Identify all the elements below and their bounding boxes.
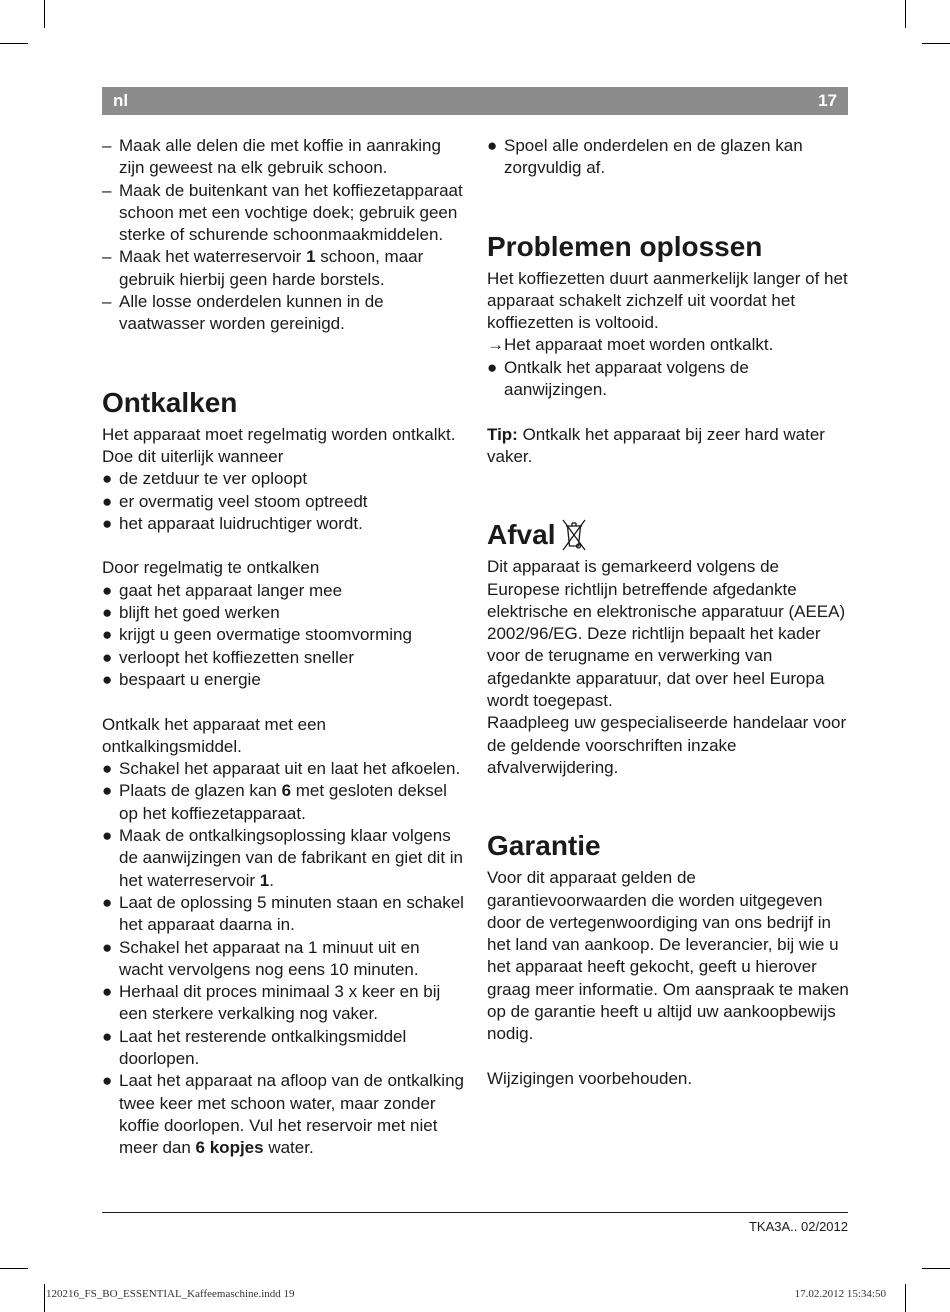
bullet-marker: –	[102, 292, 112, 312]
arrow-right-icon: →	[487, 335, 504, 355]
item-text: het apparaat luidruchtiger wordt.	[119, 513, 363, 533]
list-item	[102, 981, 464, 1026]
bullet-marker: ●	[102, 669, 113, 689]
bullet-marker: ●	[102, 1071, 113, 1091]
bullet-marker: ●	[102, 892, 113, 912]
problems-text: Het koffiezetten duurt aanmerkelijk langer of het apparaat schakelt zichzelf uit voordat het koffiezetten is voltooid.	[487, 268, 848, 333]
bullet-marker: ●	[102, 603, 113, 623]
bullet-marker: ●	[102, 513, 113, 533]
print-slug-file: 120216_FS_BO_ESSENTIAL_Kaffeemaschine.indd 19	[46, 1288, 295, 1300]
print-slug-date: 17.02.2012 15:34:50	[794, 1288, 886, 1300]
bullet-marker: ●	[102, 826, 113, 846]
rinse-list	[487, 135, 849, 180]
crop-mark	[0, 43, 28, 44]
tip-text: Ontkalk het apparaat bij zeer hard water vaker.	[487, 424, 825, 466]
list-item	[102, 937, 464, 982]
list-item	[487, 135, 849, 180]
item-text: Schakel het apparaat na 1 minuut uit en wacht vervolgens nog eens 10 minuten.	[119, 937, 420, 979]
bullet-marker: ●	[102, 759, 113, 779]
steps-intro: Ontkalk het apparaat met een ontkalkingsmiddel.	[102, 714, 326, 756]
crop-mark	[922, 1268, 950, 1269]
list-item	[102, 1070, 464, 1159]
bullet-marker: ●	[102, 647, 113, 667]
crop-mark	[0, 1268, 28, 1269]
problems-arrow-line	[487, 334, 849, 356]
list-item	[102, 491, 464, 513]
changes-note: Wijzigingen voorbehouden.	[487, 1068, 693, 1088]
bullet-marker: ●	[102, 982, 113, 1002]
item-text: Maak de ontkalkingsoplossing klaar volgens de aanwijzingen van de fabrikant en giet dit in het waterreservoir	[119, 826, 464, 890]
bullet-marker: ●	[487, 136, 498, 155]
garantie-text: Voor dit apparaat gelden de garantievoorwaarden die worden uitgegeven door de vertegenwoordiging van ons bedrijf in het land van aankoop. De leverancier, bij wie u het apparaat heeft gekocht, geeft u hierover graag meer informatie. Om aanspraak te maken op de garantie heeft u altijd uw aankoopbewijs nodig.	[487, 868, 849, 1044]
item-text: Maak alle delen die met koffie in aanraking zijn geweest na elk gebruik schoon.	[119, 136, 441, 178]
list-item	[102, 892, 464, 937]
bold-ref: 6	[281, 781, 292, 801]
crop-mark	[922, 43, 950, 44]
crop-mark	[905, 0, 906, 28]
cleaning-list	[102, 135, 464, 336]
item-text: .	[269, 870, 274, 890]
language-code: nl	[113, 91, 129, 110]
right-column	[487, 135, 849, 1090]
bold-ref: 6 kopjes	[195, 1138, 264, 1158]
item-text: Plaats de glazen kan	[119, 781, 282, 801]
tip-paragraph	[487, 424, 849, 469]
steps-list	[102, 758, 464, 1159]
item-text: Ontkalk het apparaat volgens de aanwijzingen.	[504, 357, 749, 400]
item-text: Schakel het apparaat uit en laat het afkoelen.	[119, 759, 461, 779]
item-text: er overmatig veel stoom optreedt	[119, 491, 368, 511]
bullet-marker: ●	[102, 937, 113, 957]
list-item	[102, 1026, 464, 1071]
model-code: TKA3A.. 02/2012	[748, 1219, 848, 1234]
item-text: met gesloten deksel op het koffiezetapparaat.	[119, 781, 447, 823]
list-item	[487, 357, 849, 402]
tip-label: Tip:	[487, 424, 518, 444]
item-text: schoon, maar gebruik hierbij geen harde borstels.	[119, 247, 424, 289]
item-text: Spoel alle onderdelen en de glazen kan zorgvuldig af.	[504, 136, 803, 178]
item-text: water.	[263, 1138, 314, 1158]
bullet-marker: ●	[487, 357, 498, 377]
bullet-marker: ●	[102, 781, 113, 801]
item-text: Herhaal dit proces minimaal 3 x keer en bij een sterkere verkalking nog vaker.	[119, 982, 441, 1024]
section-title-problemen: Problemen oplossen	[487, 230, 763, 262]
list-item	[102, 180, 464, 247]
item-text: de zetduur te ver oploopt	[119, 469, 308, 489]
when-list	[102, 468, 464, 535]
bullet-marker: –	[102, 136, 112, 155]
crop-mark	[44, 0, 45, 28]
list-item	[102, 468, 464, 490]
afval-heading	[487, 518, 849, 552]
page-number: 17	[818, 91, 837, 110]
bullet-marker: ●	[102, 580, 113, 600]
page-header-bar	[102, 87, 848, 115]
item-text: Alle losse onderdelen kunnen in de vaatwasser worden gereinigd.	[119, 292, 384, 334]
left-column	[102, 135, 464, 1159]
bullet-marker: –	[102, 180, 112, 200]
item-text: blijft het goed werken	[119, 603, 280, 623]
bold-ref: 1	[259, 870, 270, 890]
item-text: bespaart u energie	[119, 669, 261, 689]
item-text: Laat de oplossing 5 minuten staan en schakel het apparaat daarna in.	[119, 892, 464, 935]
list-item	[102, 624, 464, 646]
crop-mark	[44, 1284, 45, 1312]
crossed-out-wheelie-bin-icon	[561, 518, 587, 552]
footer-rule	[102, 1212, 848, 1213]
item-text: Maak de buitenkant van het koffiezetapparaat schoon met een vochtige doek; gebruik geen sterke of schurende schoonmaakmiddelen.	[119, 180, 463, 245]
list-item	[102, 780, 464, 825]
benefits-intro: Door regelmatig te ontkalken	[102, 558, 320, 578]
section-title-garantie: Garantie	[487, 830, 601, 862]
bullet-marker: ●	[102, 625, 113, 645]
problems-arrow-text: Het apparaat moet worden ontkalkt.	[504, 335, 774, 355]
crop-mark	[905, 1284, 906, 1312]
list-item	[102, 580, 464, 602]
list-item	[102, 513, 464, 535]
item-text: krijgt u geen overmatige stoomvorming	[119, 625, 412, 645]
list-item	[102, 291, 464, 336]
item-text: Laat het resterende ontkalkingsmiddel doorlopen.	[119, 1026, 407, 1068]
item-text: gaat het apparaat langer mee	[119, 580, 343, 600]
item-text: Maak het waterreservoir	[119, 247, 307, 267]
afval-text-1: Dit apparaat is gemarkeerd volgens de Europese richtlijn betreffende afgedankte elektrische en elektronische apparatuur (AEEA) 2002/96/EG. Deze richtlijn bepaalt het kader voor de terugname en verwerking van afgedankte apparatuur, dat over heel Europa wordt toegepast.	[487, 557, 846, 711]
list-item	[102, 825, 464, 892]
benefits-list	[102, 580, 464, 691]
bullet-marker: ●	[102, 469, 113, 489]
bullet-marker: ●	[102, 1026, 113, 1046]
bullet-marker: –	[102, 247, 112, 267]
list-item	[102, 758, 464, 780]
section-title-ontkalken: Ontkalken	[102, 386, 238, 418]
problems-list	[487, 357, 849, 402]
list-item	[102, 135, 464, 180]
ontkalken-intro: Het apparaat moet regelmatig worden ontkalkt. Doe dit uiterlijk wanneer	[102, 424, 456, 466]
item-text: Laat het apparaat na afloop van de ontkalking twee keer met schoon water, maar zonder koffie doorlopen. Vul het reservoir met niet meer dan	[119, 1071, 464, 1158]
section-title-afval: Afval	[487, 519, 556, 551]
list-item	[102, 647, 464, 669]
list-item	[102, 246, 464, 291]
afval-text-2: Raadpleeg uw gespecialiseerde handelaar voor de geldende voorschriften inzake afvalverwijdering.	[487, 713, 847, 777]
item-text: verloopt het koffiezetten sneller	[119, 647, 354, 667]
bold-ref: 1	[306, 247, 316, 267]
list-item	[102, 669, 464, 691]
bullet-marker: ●	[102, 491, 113, 511]
list-item	[102, 602, 464, 624]
